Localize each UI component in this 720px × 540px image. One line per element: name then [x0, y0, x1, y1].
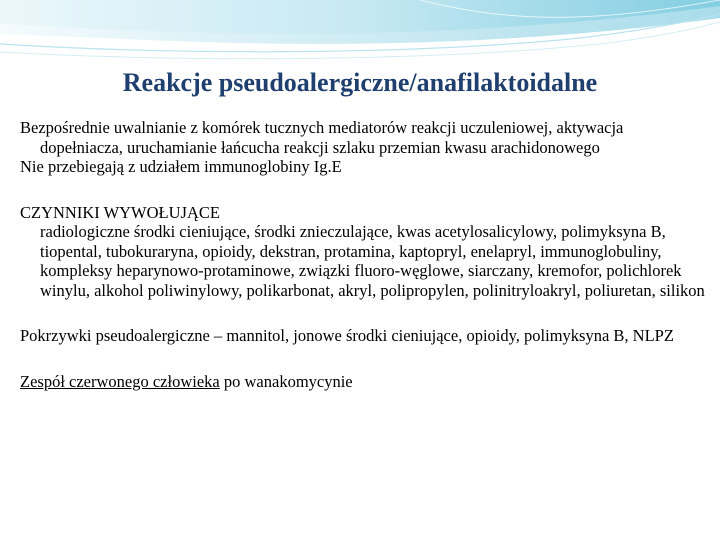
red-man-syndrome-term: Zespół czerwonego człowieka: [20, 371, 220, 391]
mechanism-paragraph: Bezpośrednie uwalnianie z komórek tucznych mediatorów reakcji uczuleniowej, aktywacja dopełniacza, uruchamianie łańcucha reakcji szlaku przemian kwasu arachidonowego: [20, 118, 624, 157]
ige-note-paragraph: Nie przebiegają z udziałem immunoglobiny Ig.E: [20, 157, 342, 176]
slide-body: [20, 118, 710, 391]
spacer: [20, 300, 710, 326]
red-man-syndrome-cause: po wanakomycynie: [219, 371, 353, 391]
spacer: [20, 177, 710, 203]
spacer: [20, 346, 710, 372]
page-title: Reakcje pseudoalergiczne/anafilaktoidalne: [122, 68, 598, 97]
urticaria-paragraph: Pokrzywki pseudoalergiczne – mannitol, jonowe środki cieniujące, opioidy, polimyksyna B, NLPZ: [20, 326, 674, 345]
decorative-wave-banner: [0, 0, 720, 70]
red-man-syndrome-paragraph: [20, 372, 710, 392]
triggers-list: radiologiczne środki cieniujące, środki znieczulające, kwas acetylosalicylowy, polimyksyna B, tiopental, tubokuraryna, opioidy, dekstran, protamina, kaptopryl, enelapryl, immunoglobuliny, kompleksy heparynowo-protaminowe, związki fluoro-węglowe, siarczany, kremofor, polichlorek winylu, alkohol poliwinylowy, polikarbonat, akryl, polipropylen, polinitryloakryl, poliuretan, silikon: [40, 222, 705, 300]
triggers-heading: CZYNNIKI WYWOŁUJĄCE: [20, 202, 220, 222]
